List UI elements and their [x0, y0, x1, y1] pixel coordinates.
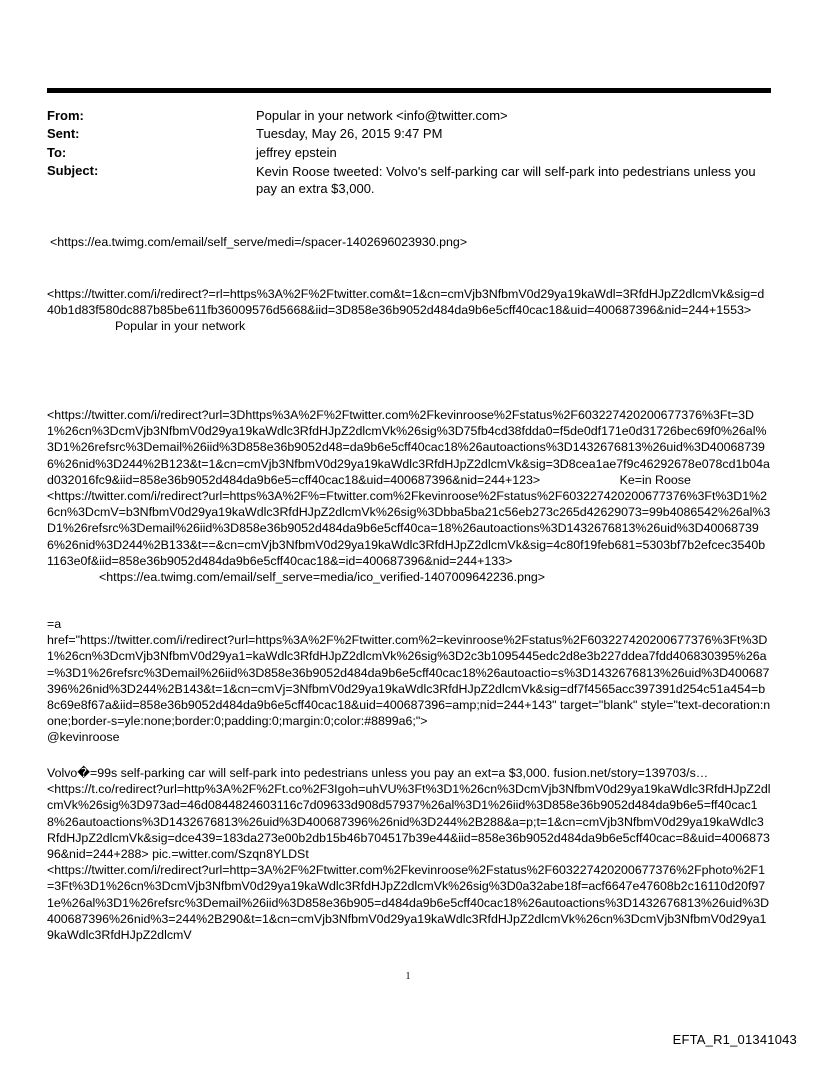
href-attributes: href="https://twitter.com/i/redirect?url=https%3A%2F%2Ftwitter.com%2=kevinroose%2Fstatus%2F603227420200677376%3Ft%3D1%26cn%3DcmVjb3NfbmV0d29ya1=kaWdlc3RfdHJpZ2dlcmVk%26sig%3D2c3b1095445edc2d8e3b227ddea7fdd406830395%26a=%3D1%26refsrc%3Demail%26iid%3D858e36b9052d484da9b6e5cff40cac18%26autoactio=s%3D1432676813%26uid%3D400687396%26nid%3D244%2B143&t=1&cn=cmVj=3NfbmV0d29ya19kaWdlc3RfdHJpZ2dlcmVk&sig=df7f4565acc397391d254c51a454=b8c69e8f67a&iid=858e36b9052d484da9b6e5cff40cac18&uid=400687396=amp;nid=244+143" target="blank" style="text-decoration:none;border-s=yle:none;border:0;padding:0;margin:0;color:#8899a6;"> — [47, 633, 771, 729]
to-label: To: — [47, 145, 67, 160]
spacer-link[interactable]: <https://ea.twimg.com/email/self_serve/medi=/spacer-1402696023930.png> — [50, 235, 468, 249]
redirect-link-1[interactable]: <https://twitter.com/i/redirect?=rl=https%3A%2F%2Ftwitter.com&t=1&cn=cmVjb3NfbmV0d29ya19kaWdl=3RfdHJpZ2dlcmVk&sig=d40b1d83f580dc887b85be611fb36009576d5668&iid=3D858e36b9052d484da9b6e5cff40cac18&uid=400687396&nid=244+1553> — [47, 287, 765, 318]
document-id-footer: EFTA_R1_01341043 — [672, 1032, 797, 1047]
redirect-link-3[interactable]: <https://twitter.com/i/redirect?url=https%3A%2F%=Ftwitter.com%2Fkevinroose%2Fstatus%2F603227420200677376%3Ft%3D1%26cn%3DcmV=b3NfbmV0d29ya19kaWdlc3RfdHJpZ2dlcmVk%26sig%3Dbba5ba21c56eb273c265d42629073=99b4086542%26al%3D1%26refsrc%3Demail%26iid%3D858e36b9052d484da9b6e5cff40ca=18%26autoactions%3D1432676813%26uid%3D400687396%26nid%3D244%2B133&t==&cn=cmVjb3NfbmV0d29ya19kaWdlc3RfdHJpZ2dlcmVk&sig=4c80f19feb681=5303bf7b2efcec3540b1163e0f&iid=858e36b9052d484da9b6e5cff40cac18&=id=400687396&nid=244+133> — [47, 489, 771, 568]
header-rule — [47, 88, 771, 93]
from-value: Popular in your network <info@twitter.com> — [256, 108, 508, 123]
redirect-block-1 — [47, 286, 771, 335]
kevinroose-handle[interactable]: @kevinroose — [47, 730, 120, 745]
sent-label: Sent: — [47, 126, 80, 141]
page-number: 1 — [405, 971, 411, 982]
verified-icon-link[interactable]: <https://ea.twimg.com/email/self_serve=media/ico_verified-1407009642236.png> — [99, 570, 545, 585]
tco-redirect-link[interactable]: <https://t.co/redirect?url=http%3A%2F%2Ft.co%2F3Igoh=uhVU%3Ft%3D1%26cn%3DcmVjb3NfbmV0d29ya19kaWdlc3RfdHJpZ2dlcmVk%26sig%3D973ad=46d0844824603116c7d09633d908d57937%26al%3D1%26iid%3D858e36b9052d484da9b6e5=ff40cac18%26autoactions%3D1432676813%26uid%3D400687396%26nid%3D244%2B288&a=p;t=1&cn=cmVjb3NfbmV0d29ya19kaWdlc3RfdHJpZ2dlcmVk&sig=dce439=183da273e00b2db15b46b704517b39e44&iid=858e36b9052d484da9b6e5cff40cac=8&uid=400687396&nid=244+288> — [47, 782, 771, 862]
pic-link[interactable]: pic.=witter.com/Szqn8YLDSt — [152, 847, 309, 862]
href-block — [47, 616, 771, 746]
popular-network-text: Popular in your network — [115, 319, 246, 334]
tweet-block — [47, 765, 771, 943]
tweet-text: Volvo�=99s self-parking car will self-park into pedestrians unless you pay an ext=a $3,000. fusion.net/story=139703/s… — [47, 766, 709, 780]
sent-value: Tuesday, May 26, 2015 9:47 PM — [256, 126, 443, 141]
redirect-link-2[interactable]: <https://twitter.com/i/redirect?url=3Dhttps%3A%2F%2Ftwitter.com%2Fkevinroose%2Fstatus%2F603227420200677376%3Ft=3D1%26cn%3DcmVjb3NfbmV0d29ya19kaWdlc3RfdHJpZ2dlcmVk%26sig%3D75fb4cd38fdda0=f5de0df171e0d31726bec69f0%26al%3D1%26refsrc%3Demail%26iid%3D858e36b9052d48=da9b6e5cff40cac18%26autoactions%3D1432676813%26uid%3D400687396%26nid%3D244%2B123&t=1&cn=cmVjb3NfbmV0d29ya19kaWdlc3RfdHJpZ2dlcmVk&sig=3D8cea1ae7f9c46292678e078cd1b04ad032016fc9&iid=858e36b9052d484da9b6e5=cff40cac18&uid=400687396&nid=244+123> — [47, 408, 770, 487]
href-prefix: =a — [47, 617, 62, 631]
subject-value: Kevin Roose tweeted: Volvo's self-parking car will self-park into pedestrians unless you pay an extra $3,000. — [256, 164, 756, 196]
kevin-roose-name: Ke=in Roose — [619, 472, 691, 487]
redirect-block-2 — [47, 407, 771, 585]
from-label: From: — [47, 108, 84, 123]
subject-label: Subject: — [47, 163, 99, 178]
photo-redirect-link[interactable]: <https://twitter.com/i/redirect?url=http=3A%2F%2Ftwitter.com%2Fkevinroose%2Fstatus%2F603227420200677376%2Fphoto%2F1=3Ft%3D1%26cn%3DcmVjb3NfbmV0d29ya19kaWdlc3RfdHJpZ2dlcmVk%26sig%3D0a32abe18f=acf6647e47608b2c16110d20f971e%26al%3D1%26refsrc%3Demail%26iid%3D858e36b905=d484da9b6e5cff40cac18%26autoactions%3D1432676813%26uid%3D400687396%26nid%3=244%2B290&t=1&cn=cmVjb3NfbmV0d29ya19kaWdlc3RfdHJpZ2dlcmVk%26cn%3DcmVjb3NfbmV0d29ya19kaWdlc3RfdHJpZ2dlcmV — [47, 863, 770, 943]
to-value: jeffrey epstein — [256, 145, 337, 160]
